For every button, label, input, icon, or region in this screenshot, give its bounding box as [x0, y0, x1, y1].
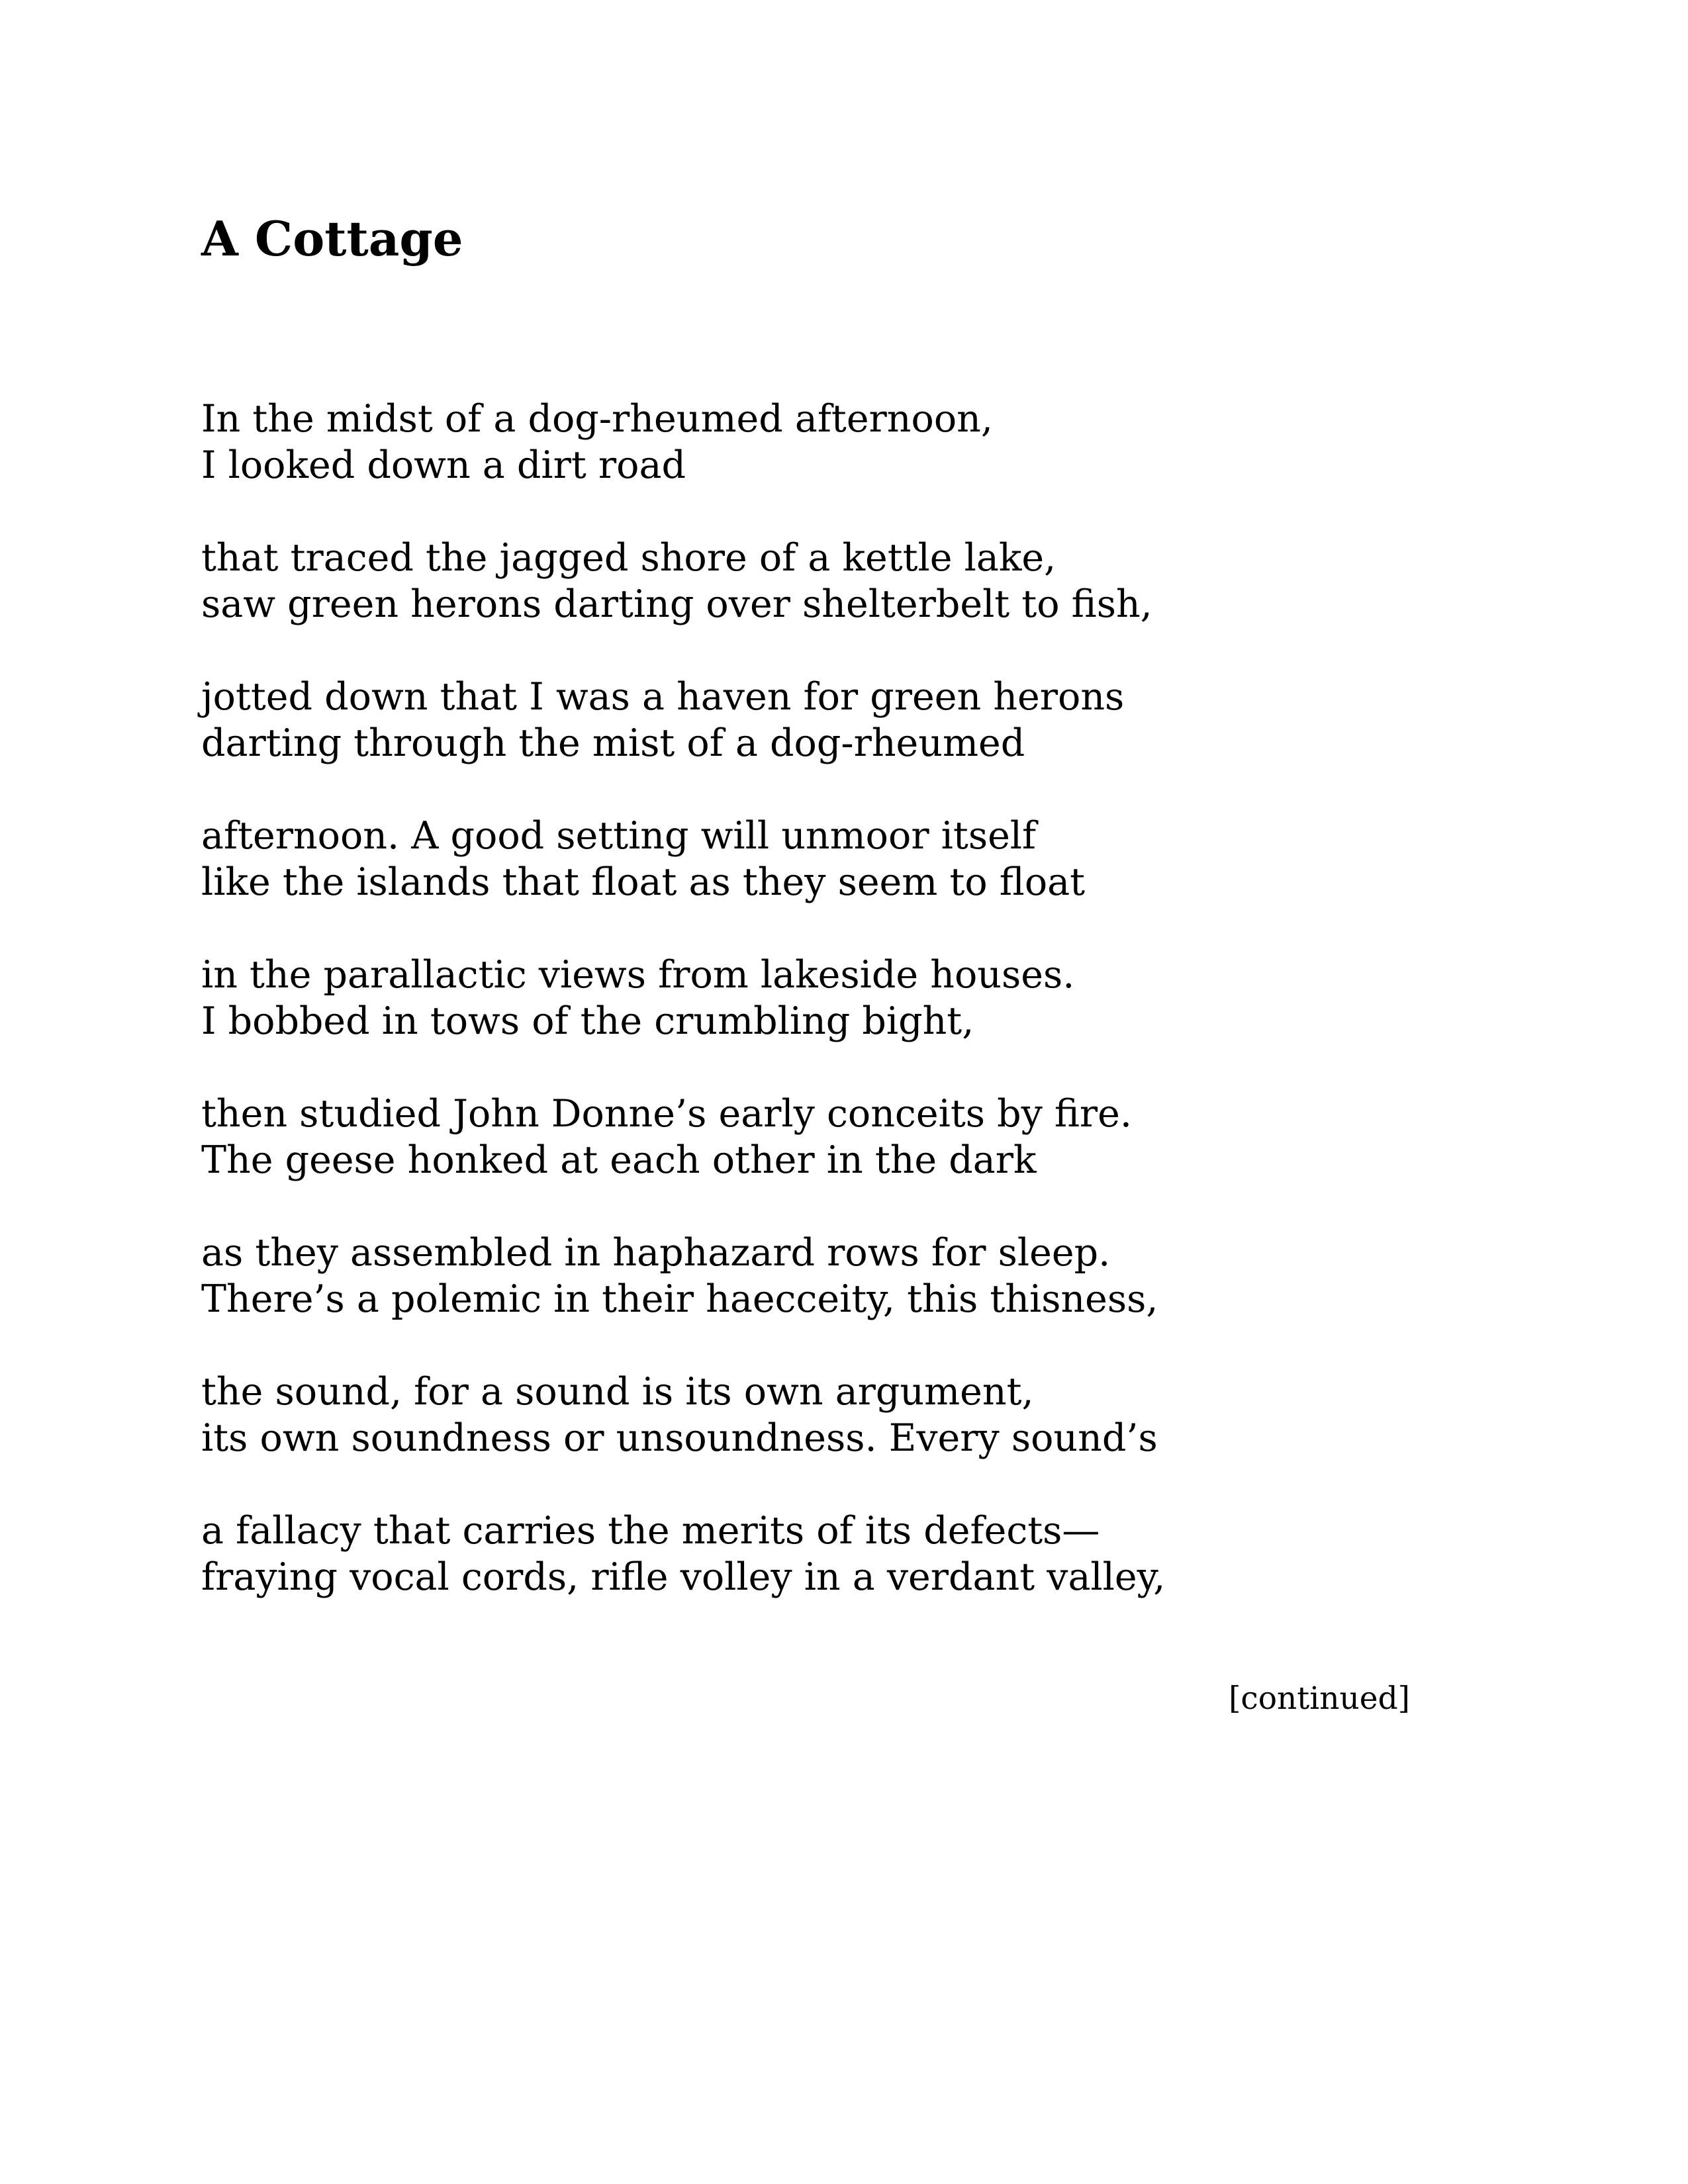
poem-line: fraying vocal cords, rifle volley in a verdant valley, [201, 1555, 1166, 1599]
stanza [201, 813, 1459, 905]
poem-title: A Cottage [201, 210, 463, 267]
poem-line: darting through the mist of a dog-rheumed [201, 721, 1025, 765]
poem-line: jotted down that I was a haven for green herons [201, 675, 1125, 719]
stanza [201, 1091, 1459, 1183]
poem-line: then studied John Donne’s early conceits by fire. [201, 1092, 1133, 1136]
stanza [201, 674, 1459, 766]
poem-line: its own soundness or unsoundness. Every sound’s [201, 1416, 1158, 1460]
stanza [201, 535, 1459, 627]
continued-note: [continued] [1229, 1680, 1410, 1717]
poem-line: There’s a polemic in their haecceity, this thisness, [201, 1277, 1158, 1321]
poem-line: In the midst of a dog-rheumed afternoon, [201, 397, 993, 441]
poem-line: a fallacy that carries the merits of its defects— [201, 1509, 1100, 1553]
poem-line: in the parallactic views from lakeside houses. [201, 953, 1075, 997]
poem-line: like the islands that float as they seem to float [201, 860, 1086, 904]
poem-line: that traced the jagged shore of a kettle lake, [201, 536, 1056, 580]
stanza [201, 952, 1459, 1044]
poem-line: The geese honked at each other in the dark [201, 1138, 1037, 1182]
stanza [201, 1508, 1459, 1600]
poem-line: I looked down a dirt road [201, 443, 686, 487]
poem-line: as they assembled in haphazard rows for sleep. [201, 1231, 1111, 1275]
stanza [201, 396, 1459, 488]
poem-line: saw green herons darting over shelterbelt to fish, [201, 582, 1152, 626]
poem-line: afternoon. A good setting will unmoor itself [201, 814, 1037, 858]
stanza [201, 1230, 1459, 1322]
poem-line: I bobbed in tows of the crumbling bight, [201, 999, 974, 1043]
poem-body [201, 396, 1459, 1647]
stanza [201, 1369, 1459, 1461]
poem-line: the sound, for a sound is its own argument, [201, 1370, 1034, 1414]
